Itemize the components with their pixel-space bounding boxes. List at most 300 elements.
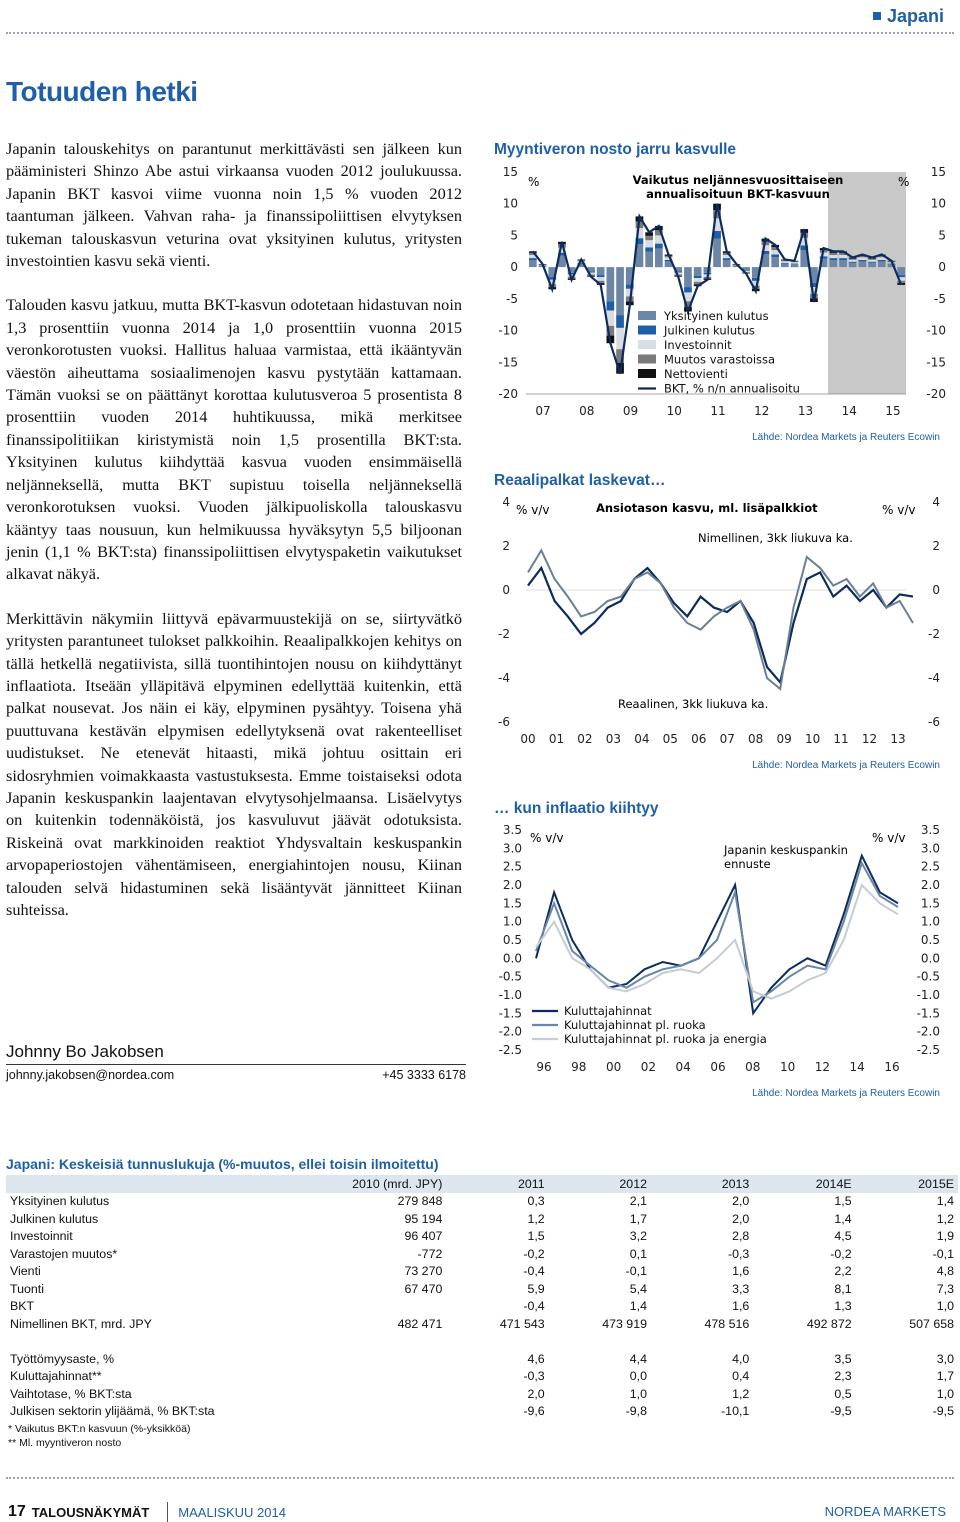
chart2-label-real: Reaalinen, 3kk liukuva ka. — [618, 697, 769, 711]
x-tick-label: 08 — [745, 1060, 761, 1074]
chart2-unit-right: % v/v — [882, 503, 916, 517]
y-tick-label: -15 — [498, 355, 518, 370]
table-cell: 4,0 — [732, 1351, 750, 1366]
bar-segment — [849, 260, 857, 262]
header-divider — [6, 32, 954, 34]
table-cell: 1,6 — [732, 1264, 750, 1279]
table-cell: 4,8 — [936, 1264, 954, 1279]
bar-segment — [645, 247, 653, 251]
x-tick-label: 12 — [754, 404, 770, 418]
legend-label: BKT, % n/n annualisoitu — [664, 381, 800, 396]
table-cell: Työttömyysaste, % — [10, 1351, 114, 1366]
x-tick-label: 08 — [579, 404, 595, 418]
y-tick-label: -4 — [928, 671, 940, 685]
bar-segment — [645, 236, 653, 241]
table-cell: -0,3 — [727, 1246, 750, 1261]
y-tick-label: -2.0 — [498, 1024, 522, 1039]
bar-segment — [694, 267, 702, 276]
bar-segment — [791, 264, 799, 265]
bar-segment — [684, 267, 692, 287]
table-row — [6, 1350, 958, 1368]
y-tick-label: 3.5 — [502, 823, 522, 837]
x-tick-label: 10 — [666, 404, 682, 418]
table-cell: -772 — [417, 1246, 443, 1261]
table-cell — [256, 1403, 446, 1421]
bar-segment — [781, 261, 789, 263]
y-tick-label: 2.5 — [502, 859, 522, 874]
table-cell: Varastojen muutos* — [10, 1246, 118, 1261]
y-tick-label: 2.0 — [920, 878, 940, 892]
table-cell: -10,1 — [721, 1404, 750, 1419]
table-cell: 478 516 — [704, 1316, 750, 1331]
cpi-ex-food-line — [536, 863, 898, 1002]
y-tick-label: 1.5 — [920, 896, 940, 911]
body-column — [6, 138, 462, 943]
y-tick-label: 10 — [502, 196, 518, 211]
legend-label: Yksityinen kulutus — [664, 309, 769, 323]
x-tick-label: 12 — [861, 732, 878, 746]
table-cell: -0,1 — [932, 1246, 954, 1261]
x-tick-label: 00 — [520, 732, 536, 746]
y-tick-label: -5 — [506, 291, 518, 306]
table-cell: 4,5 — [834, 1229, 852, 1244]
chart3-unit-left: % v/v — [530, 831, 564, 845]
x-tick-label: 98 — [571, 1060, 587, 1074]
table-cell: 1,5 — [834, 1194, 852, 1209]
bar-segment — [616, 267, 624, 315]
table-cell: 4,4 — [629, 1351, 647, 1366]
table-cell: 279 848 — [397, 1194, 443, 1209]
table-cell: -0,4 — [523, 1264, 545, 1279]
y-tick-label: 5 — [938, 228, 946, 243]
table-cell: 0,0 — [629, 1369, 647, 1384]
table-cell: 1,7 — [629, 1211, 647, 1226]
footer-divider — [6, 1477, 954, 1479]
forecast-shade — [828, 172, 906, 394]
table-cell: Julkinen kulutus — [10, 1211, 99, 1226]
table-row — [6, 1228, 958, 1246]
x-tick-label: 06 — [691, 732, 707, 746]
table-title: Japani: Keskeisiä tunnuslukuja (%-muutos, ellei toisin ilmoitettu) — [6, 1156, 439, 1172]
legend-swatch — [638, 355, 656, 364]
table-cell: 1,4 — [629, 1299, 647, 1314]
page-header — [0, 0, 960, 36]
table-row — [6, 1263, 958, 1281]
author-name: Johnny Bo Jakobsen — [6, 1042, 466, 1065]
y-tick-label: 2 — [932, 539, 940, 553]
table-cell: 1,5 — [527, 1229, 545, 1244]
bar-segment — [897, 267, 905, 275]
bar-segment — [597, 267, 605, 275]
boj-forecast-label-2: ennuste — [724, 857, 771, 871]
x-tick-label: 00 — [605, 1060, 622, 1074]
nominal-wage-line — [528, 568, 913, 682]
bar-segment — [859, 257, 867, 260]
table-cell: 1,0 — [936, 1386, 954, 1401]
bar-segment — [694, 276, 702, 278]
chart1-source: Lähde: Nordea Markets ja Reuters Ecowin — [752, 432, 940, 443]
table-cell: 2,0 — [732, 1211, 750, 1226]
cpi-core-line — [536, 885, 898, 999]
bar-segment — [830, 255, 838, 258]
bar-segment — [529, 258, 537, 260]
bar-segment — [849, 262, 857, 263]
table-row — [6, 1245, 958, 1263]
table-cell: 2,3 — [834, 1369, 852, 1384]
y-tick-label: 1.5 — [502, 896, 522, 911]
real-wage-line — [528, 550, 913, 689]
issue: MAALISKUU 2014 — [178, 1504, 286, 1520]
bar-segment — [878, 257, 886, 260]
y-tick-label: 10 — [930, 196, 946, 211]
legend-label: Muutos varastoissa — [664, 352, 776, 367]
bar-segment — [868, 259, 876, 260]
table-cell: Nimellinen BKT, mrd. JPY — [10, 1316, 152, 1331]
table-cell: Tuonti — [10, 1281, 44, 1296]
bar-segment — [723, 260, 731, 267]
table-notes: * Vaikutus BKT:n kasvuun (%-yksikköä) ** Ml. myyntiveron nosto — [8, 1423, 191, 1449]
table-cell: BKT — [10, 1299, 35, 1314]
y-tick-label: -6 — [928, 715, 940, 729]
x-tick-label: 07 — [535, 404, 551, 418]
table-cell — [256, 1298, 446, 1316]
bar-segment — [781, 264, 789, 267]
bar-segment — [607, 301, 615, 310]
legend-label: Kuluttajahinnat pl. ruoka — [564, 1018, 706, 1032]
table-cell: 1,0 — [936, 1299, 954, 1314]
bar-segment — [839, 260, 847, 267]
y-tick-label: 4 — [502, 495, 510, 509]
y-tick-label: -1.5 — [498, 1006, 522, 1021]
bar-segment — [597, 277, 605, 281]
y-tick-label: 2.5 — [920, 859, 940, 874]
y-tick-label: 0 — [510, 260, 518, 275]
gdp-contribution-chart — [488, 160, 958, 430]
table-cell: 96 407 — [404, 1229, 443, 1244]
table-cell — [651, 1333, 753, 1351]
table-cell — [256, 1350, 446, 1368]
table-cell: Yksityinen kulutus — [10, 1194, 110, 1209]
table-cell — [446, 1333, 548, 1351]
table-cell — [549, 1333, 651, 1351]
table-row — [6, 1298, 958, 1316]
table-cell: -9,6 — [523, 1404, 545, 1419]
table-cell: 2,0 — [527, 1386, 545, 1401]
bar-segment — [859, 260, 867, 262]
bar-segment — [616, 315, 624, 328]
table-cell: 0,3 — [527, 1194, 545, 1209]
table-row — [6, 1333, 958, 1351]
y-tick-label: -2.5 — [916, 1043, 940, 1057]
y-tick-label: -15 — [926, 355, 946, 370]
wage-chart — [488, 490, 958, 755]
paragraph-2: Talouden kasvu jatkuu, mutta BKT-kasvun odotetaan hidastuvan noin 1,3 prosenttiin vuonna 2014 ja 1,0 prosenttiin vuonna 2015 veronkorotusten vuoksi. Hallitus haluaa varmistaa, että ikääntyvän väestön aiheuttama sosiaalimenojen kasvu pystytään kattamaan. Tämän vuoksi se on päättänyt korottaa kulutusveroa 5 prosentista 8 prosenttiin vuoden 2014 huhtikuussa, mikä merkitsee finanssipolitiikan kiristymistä noin 1,5 prosentilla BKT:sta. Yksityinen kulutus kiihdyttää kasvua vuoden ensimmäisellä neljänneksellä, mutta BKT supistuu toisella neljänneksellä veronkorotuksen vuoksi. Vuoden jälkipuoliskolla talouskasvu kääntyy taas nousuun, kun helmikuussa hyväksytyn 5,5 biljoonan jenin (1,1 % BKT:sta) finanssipoliittisen elvytyspaketin vaikutukset alkavat näkyä. — [6, 295, 462, 584]
x-tick-label: 01 — [548, 732, 565, 746]
table-cell: 482 471 — [397, 1316, 443, 1331]
table-cell — [6, 1333, 256, 1351]
legend-swatch — [638, 369, 656, 378]
table-cell — [753, 1333, 855, 1351]
boj-forecast-label-1: Japanin keskuspankin — [724, 843, 848, 857]
x-tick-label: 12 — [814, 1060, 831, 1074]
table-cell: Kuluttajahinnat** — [10, 1369, 102, 1384]
chart2-unit-left: % v/v — [516, 503, 550, 517]
y-tick-label: 3.0 — [502, 841, 522, 856]
table-cell: 2,0 — [732, 1194, 750, 1209]
cpi-line — [536, 856, 898, 1014]
x-tick-label: 02 — [577, 732, 593, 746]
table-cell — [856, 1333, 958, 1351]
bar-segment — [771, 255, 779, 258]
legend-label: Nettovienti — [664, 367, 728, 381]
legend-swatch — [638, 311, 656, 320]
table-cell: -9,5 — [932, 1404, 954, 1419]
x-tick-label: 13 — [890, 732, 906, 746]
y-tick-label: -2.0 — [916, 1024, 940, 1039]
magazine-name: TALOUSNÄKYMÄT — [31, 1504, 150, 1520]
x-tick-label: 96 — [536, 1060, 552, 1074]
x-tick-label: 16 — [884, 1060, 900, 1074]
y-tick-label: 15 — [930, 165, 946, 179]
table-cell: 5,9 — [527, 1281, 545, 1296]
y-tick-label: 3.0 — [920, 841, 940, 856]
y-tick-label: 0 — [502, 583, 510, 597]
chart1-title-1: Vaikutus neljännesvuosittaiseen — [632, 173, 844, 187]
table-cell: 3,3 — [732, 1281, 750, 1296]
table-cell: 473 919 — [602, 1316, 647, 1331]
table-cell: 4,6 — [527, 1351, 545, 1366]
chart2-source: Lähde: Nordea Markets ja Reuters Ecowin — [752, 760, 940, 771]
table-cell: 1,0 — [629, 1386, 647, 1401]
table-cell: 1,2 — [936, 1211, 954, 1226]
x-tick-label: 11 — [833, 732, 849, 746]
x-tick-label: 11 — [710, 404, 726, 418]
y-tick-label: 0 — [932, 583, 940, 597]
bar-segment — [616, 328, 624, 349]
table-cell: 2011 — [446, 1175, 548, 1193]
bar-segment — [655, 249, 663, 268]
bar-segment — [694, 278, 702, 282]
y-tick-label: -1.5 — [916, 1006, 940, 1021]
author-email[interactable]: johnny.jakobsen@nordea.com — [6, 1068, 175, 1082]
bar-segment — [868, 260, 876, 262]
bar-segment — [645, 251, 653, 267]
table-cell — [6, 1175, 256, 1193]
bar-segment — [597, 275, 605, 277]
table-cell: Vaihtotase, % BKT:sta — [10, 1386, 132, 1401]
x-tick-label: 14 — [849, 1060, 865, 1074]
table-row — [6, 1280, 958, 1298]
table-cell: 1,3 — [834, 1299, 852, 1314]
inflation-chart — [488, 818, 958, 1080]
table-cell: Julkisen sektorin ylijäämä, % BKT:sta — [10, 1404, 215, 1419]
x-tick-label: 14 — [841, 404, 857, 418]
table-cell: 7,3 — [936, 1281, 954, 1296]
bar-segment — [607, 267, 615, 301]
y-tick-label: 0.0 — [920, 951, 940, 966]
table-cell: 73 270 — [404, 1264, 443, 1279]
table-cell: -0,2 — [830, 1246, 852, 1261]
x-tick-label: 07 — [719, 732, 735, 746]
table-cell: 1,9 — [936, 1229, 954, 1244]
legend-label: Investoinnit — [664, 338, 732, 352]
y-tick-label: -4 — [498, 671, 510, 685]
bar-segment — [849, 263, 857, 267]
table-cell: 1,2 — [732, 1386, 750, 1401]
table-row — [6, 1385, 958, 1403]
y-tick-label: -0.5 — [916, 969, 940, 984]
bar-segment — [839, 255, 847, 258]
table-cell: 3,2 — [629, 1229, 647, 1244]
x-tick-label: 02 — [640, 1060, 657, 1074]
y-tick-label: -1.0 — [916, 988, 940, 1002]
x-tick-label: 03 — [605, 732, 622, 746]
table-cell: 2,1 — [629, 1194, 647, 1209]
bar-segment — [868, 262, 876, 263]
chart1-unit-right: % — [898, 175, 910, 189]
x-tick-label: 05 — [662, 732, 678, 746]
table-cell: 2010 (mrd. JPY) — [256, 1175, 446, 1193]
table-row — [6, 1210, 958, 1228]
table-cell — [256, 1333, 446, 1351]
y-tick-label: -10 — [498, 323, 518, 338]
y-tick-label: 2 — [502, 539, 510, 553]
bar-segment — [849, 259, 857, 260]
region-tag: Japani — [873, 6, 944, 27]
table-cell: -0,3 — [523, 1369, 545, 1384]
bar-segment — [684, 287, 692, 292]
table-cell: -0,2 — [523, 1246, 545, 1261]
chart1-heading: Myyntiveron nosto jarru kasvulle — [494, 141, 737, 158]
table-row — [6, 1368, 958, 1386]
y-tick-label: 2.0 — [502, 878, 522, 892]
x-tick-label: 04 — [675, 1060, 691, 1074]
table-cell: 2014E — [753, 1175, 855, 1193]
table-cell: 2012 — [549, 1175, 651, 1193]
y-tick-label: 1.0 — [502, 914, 522, 929]
table-cell: 1,7 — [936, 1369, 954, 1384]
bar-segment — [655, 244, 663, 249]
table-row — [6, 1175, 958, 1193]
bar-segment — [791, 264, 799, 267]
bar-segment — [830, 258, 838, 260]
table-cell: -0,1 — [625, 1264, 647, 1279]
y-tick-label: 3.5 — [920, 823, 940, 837]
chart3-unit-right: % v/v — [872, 831, 906, 845]
x-tick-label: 10 — [804, 732, 821, 746]
table-cell: -9,8 — [625, 1404, 647, 1419]
table-cell: 507 658 — [909, 1316, 954, 1331]
x-tick-label: 15 — [885, 404, 901, 418]
square-icon — [873, 12, 881, 20]
bar-segment — [830, 260, 838, 267]
table-cell — [256, 1385, 446, 1403]
table-row — [6, 1193, 958, 1211]
y-tick-label: -2 — [928, 627, 940, 641]
table-cell — [256, 1368, 446, 1386]
bar-segment — [839, 258, 847, 260]
y-tick-label: 4 — [932, 495, 940, 509]
table-cell: 2013 — [651, 1175, 753, 1193]
table-cell: 8,1 — [834, 1281, 852, 1296]
y-tick-label: 5 — [510, 228, 518, 243]
y-tick-label: 0.5 — [502, 933, 522, 947]
table-cell: 1,6 — [732, 1299, 750, 1314]
x-tick-label: 13 — [797, 404, 814, 418]
author-block — [6, 1042, 466, 1082]
table-cell: Vienti — [10, 1264, 41, 1279]
y-tick-label: -2 — [498, 627, 510, 641]
table-cell: 3,0 — [936, 1351, 954, 1366]
y-tick-label: 0 — [938, 260, 946, 275]
table-cell: -9,5 — [830, 1404, 852, 1419]
table-cell: 492 872 — [806, 1316, 852, 1331]
y-tick-label: -5 — [934, 291, 946, 306]
legend-label: Julkinen kulutus — [664, 323, 755, 338]
bar-segment — [713, 239, 721, 268]
paragraph-1: Japanin talouskehitys on parantunut merkittävästi sen jälkeen kun pääministeri Shinzo Abe astui virkaansa vuoden 2012 joulukuussa. Japanin BKT kasvoi viime vuonna noin 1,5 % vuoden 2012 taantuman jälkeen. Vahvan raha- ja finanssipoliittisen elvytyksen tukeman talouskasvun veturina ovat yksityinen kulutus, yritysten investointien kasvu sekä vienti. — [6, 139, 462, 271]
y-tick-label: -6 — [498, 715, 510, 729]
table-cell: 2015E — [856, 1175, 958, 1193]
table-row — [6, 1403, 958, 1421]
table-cell: 67 470 — [404, 1281, 443, 1296]
table-row — [6, 1315, 958, 1333]
x-tick-label: 10 — [779, 1060, 796, 1074]
table-cell: 0,4 — [732, 1369, 750, 1384]
page-footer — [8, 1502, 286, 1522]
author-phone: +45 3333 6178 — [382, 1068, 466, 1082]
x-tick-label: 04 — [634, 732, 650, 746]
y-tick-label: -1.0 — [498, 988, 522, 1002]
chart2-label-nominal: Nimellinen, 3kk liukuva ka. — [698, 531, 853, 545]
table-cell: 0,5 — [834, 1386, 852, 1401]
table-cell: 1,2 — [527, 1211, 545, 1226]
y-tick-label: 0.0 — [502, 951, 522, 966]
y-tick-label: -0.5 — [498, 969, 522, 984]
chart3-heading: … kun inflaatio kiihtyy — [494, 800, 659, 817]
y-tick-label: 15 — [502, 165, 518, 179]
table-cell: 5,4 — [629, 1281, 647, 1296]
y-tick-label: 1.0 — [920, 914, 940, 929]
table-cell: 1,4 — [834, 1211, 852, 1226]
chart3-source: Lähde: Nordea Markets ja Reuters Ecowin — [752, 1088, 940, 1099]
table-cell: 2,2 — [834, 1264, 852, 1279]
y-tick-label: -20 — [498, 387, 518, 401]
y-tick-label: -20 — [926, 387, 946, 401]
table-cell: 1,4 — [936, 1194, 954, 1209]
chart2-heading: Reaalipalkat laskevat… — [494, 472, 666, 489]
table-cell: 471 543 — [499, 1316, 545, 1331]
bar-segment — [878, 261, 886, 267]
paragraph-3: Merkittävin näkymiin liittyvä epävarmuustekijä on se, siirtyvätkö yritysten parantuneet tulokset palkkoihin. Reaalipalkkojen kehitys on tällä hetkellä negatiivista, sillä tuontihintojen nousu on kiihdyttänyt inflaatiota. Itseään ylläpitävä elpyminen edellyttää kuitenkin, että palkat nousevat. Jos näin ei käy, elpyminen pysähtyy. Toisena yhä puuttuvana kestävän elpymisen edellytyksenä ovat rakenteelliset uudistukset. Ne etenevät hitaasti, mikä johtuu osittain eri sidosryhmien voimakkaasta vastustuksesta. Emme toistaiseksi odota Japanin keskuspankin laajentavan elvytysohjelmaansa. Lisäelvytys on kuitenkin todennäköistä, jos kasvuluvut jäävät odotuksista. Riskeinä ovat markkinoiden reaktiot Yhdysvaltain keskuspankin arvopaperiostojen vähentämiseen, energiahintojen nousu, Kiinan talouden selvä hidastuminen sekä lisääntyvät jännitteet Kiinan suhteissa. — [6, 608, 462, 919]
legend-label: Kuluttajahinnat pl. ruoka ja energia — [564, 1032, 767, 1046]
publisher: NORDEA MARKETS — [824, 1504, 946, 1519]
table-cell: 95 194 — [404, 1211, 443, 1226]
table-cell: 0,1 — [629, 1246, 647, 1261]
legend-swatch — [638, 340, 656, 349]
bar-segment — [791, 262, 799, 263]
bar-segment — [830, 253, 838, 255]
bar-segment — [529, 260, 537, 267]
x-tick-label: 08 — [748, 732, 764, 746]
bar-segment — [859, 261, 867, 267]
legend-label: Kuluttajahinnat — [564, 1004, 652, 1018]
bar-segment — [868, 263, 876, 267]
table-cell: 2,8 — [732, 1229, 750, 1244]
bar-segment — [645, 240, 653, 247]
x-tick-label: 09 — [776, 732, 792, 746]
article-title: Totuuden hetki — [6, 76, 198, 107]
